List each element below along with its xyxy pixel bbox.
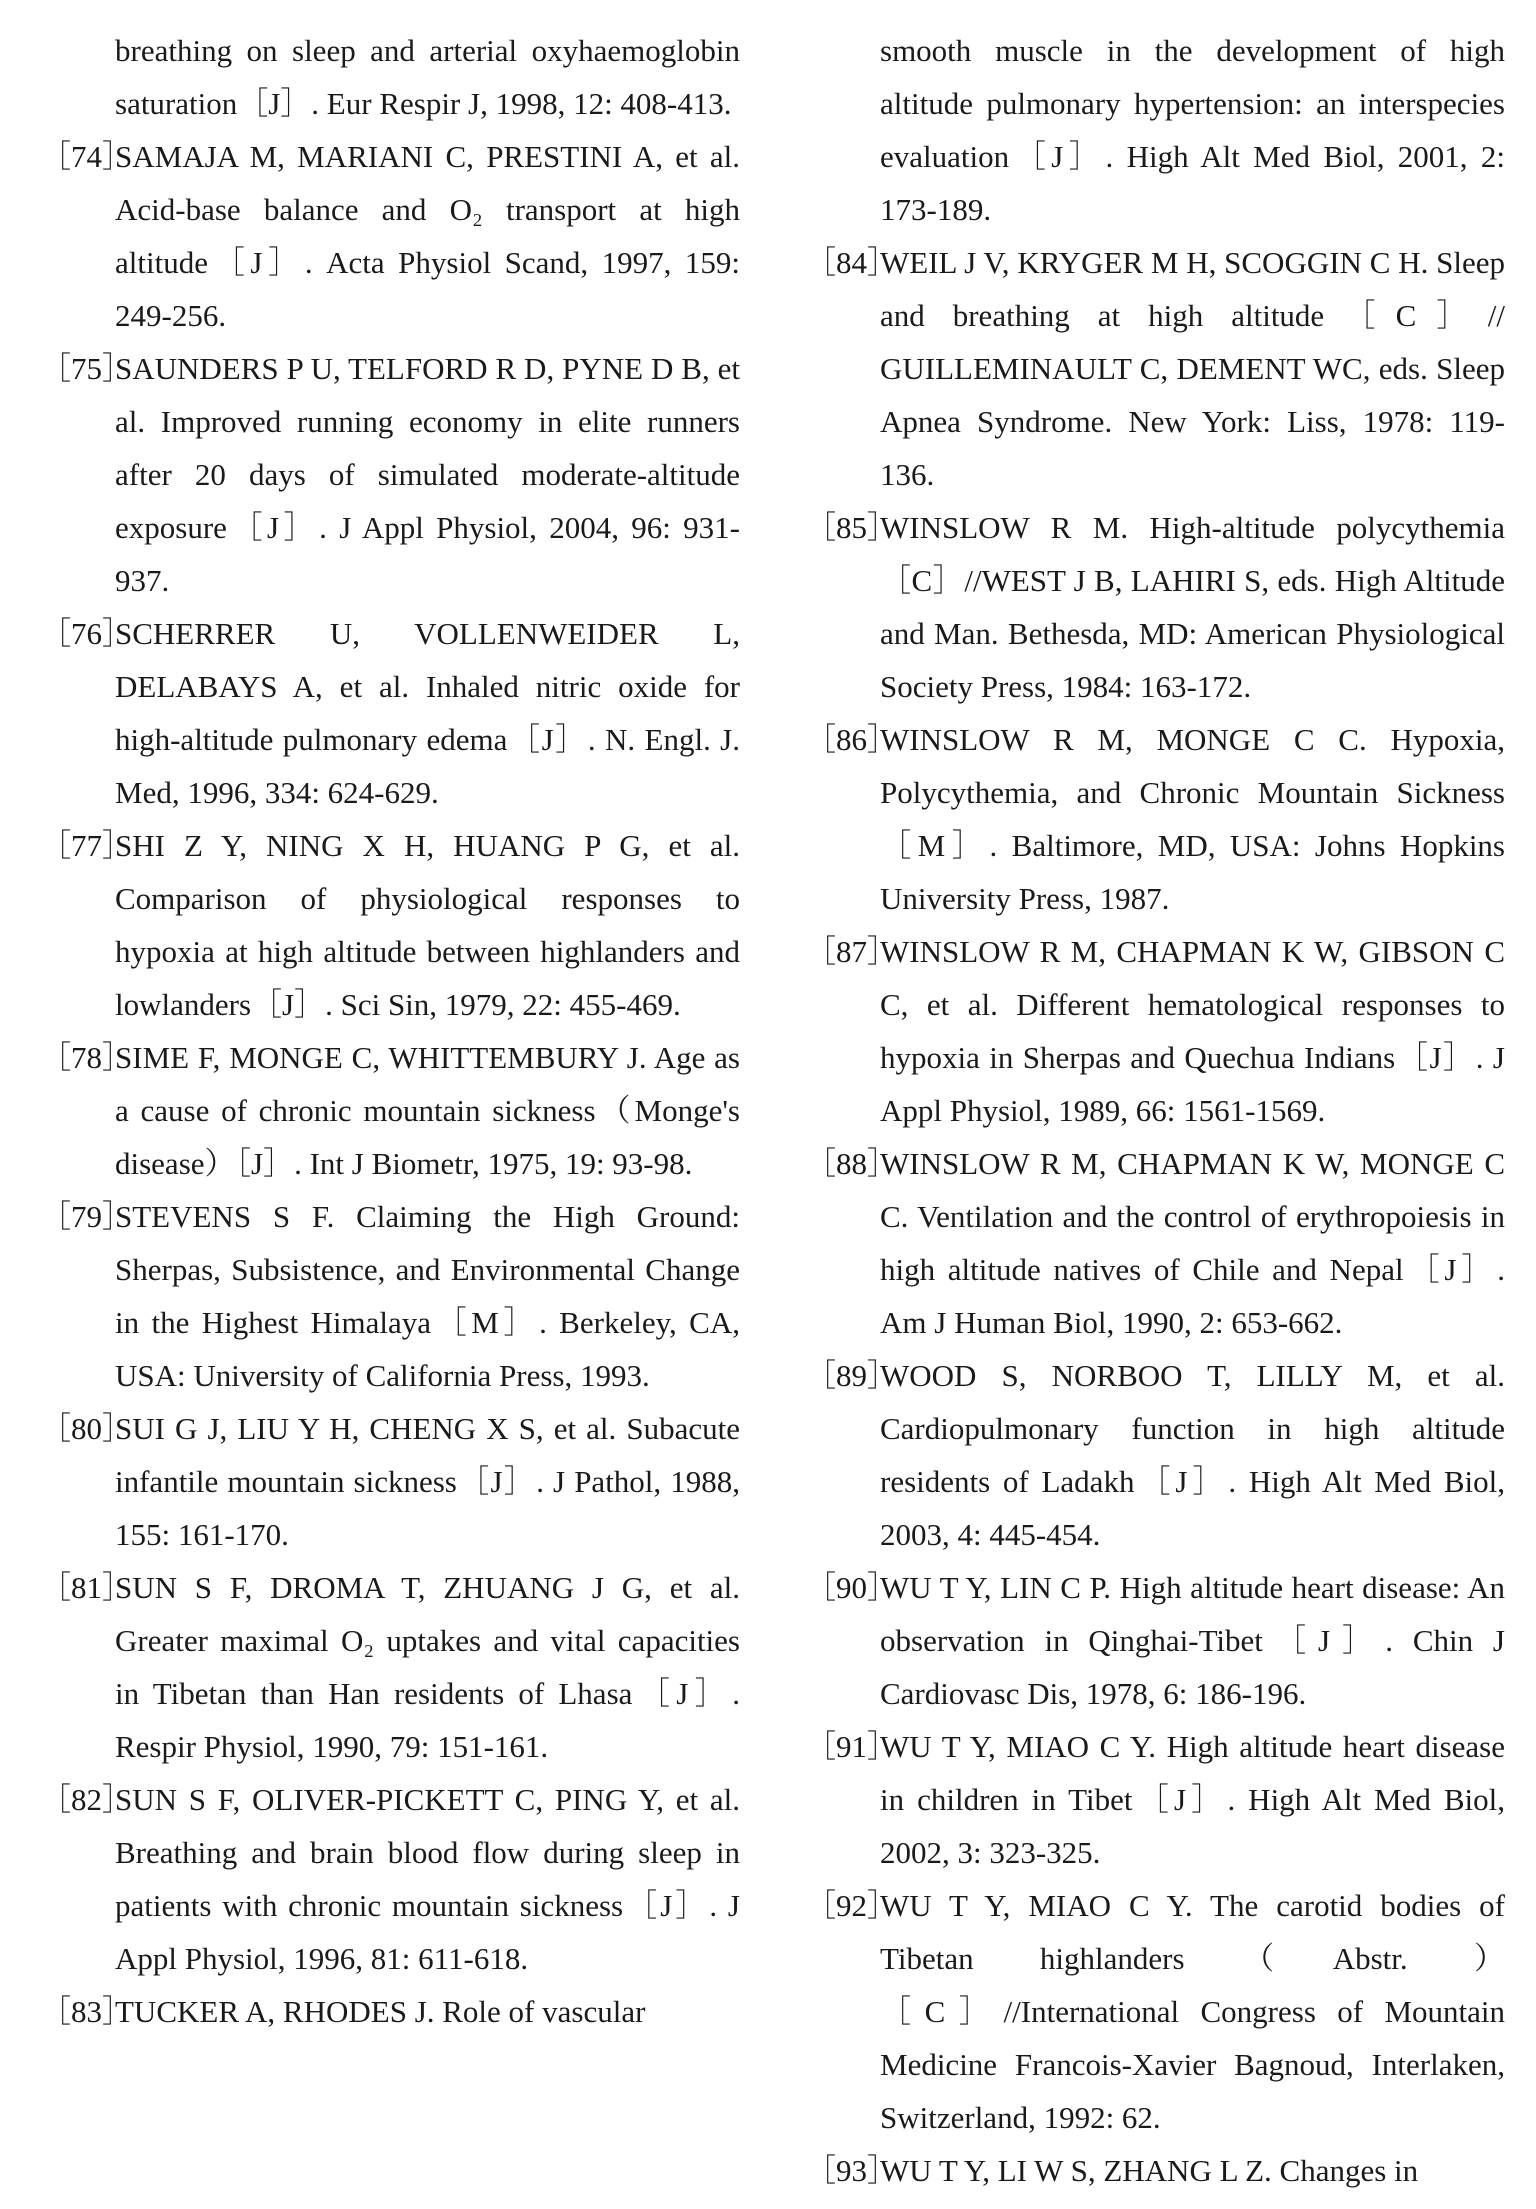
reference-text: TUCKER A, RHODES J. Role of vascular [115, 1994, 646, 2029]
reference-continued [805, 24, 1505, 236]
reference-text: WU T Y, LIN C P. High altitude heart disease: An observation in Qinghai-Tibet［J］. Chin J Cardiovasc Dis, 1978, 6: 186-196. [880, 1570, 1505, 1711]
reference-88 [805, 1137, 1505, 1349]
reference-number: ［78］ [40, 1040, 133, 1075]
reference-text: STEVENS S F. Claiming the High Ground: Sherpas, Subsistence, and Environmental Change in the Highest Himalaya［M］. Berkeley, CA, USA: University of California Press, 1993. [115, 1199, 740, 1393]
reference-number: ［92］ [805, 1888, 898, 1923]
reference-text: WU T Y, MIAO C Y. High altitude heart disease in children in Tibet［J］. High Alt Med Biol, 2002, 3: 323-325. [880, 1729, 1505, 1870]
reference-text: WEIL J V, KRYGER M H, SCOGGIN C H. Sleep and breathing at high altitude［C］// GUILLEMINAULT C, DEMENT WC, eds. Sleep Apnea Syndrome. New York: Liss, 1978: 119-136. [880, 245, 1505, 492]
reference-number: ［91］ [805, 1729, 898, 1764]
reference-78 [40, 1031, 740, 1190]
reference-90 [805, 1561, 1505, 1720]
reference-text: WINSLOW R M. High-altitude polycythemia［C］//WEST J B, LAHIRI S, eds. High Altitude and Man. Bethesda, MD: American Physiological Society Press, 1984: 163-172. [880, 510, 1505, 704]
reference-text: SAMAJA M, MARIANI C, PRESTINI A, et al. Acid-base balance and O₂ transport at high altitude［J］. Acta Physiol Scand, 1997, 159: 249-256. [115, 139, 740, 333]
reference-text: SUI G J, LIU Y H, CHENG X S, et al. Subacute infantile mountain sickness［J］. J Pathol, 1988, 155: 161-170. [115, 1411, 740, 1552]
reference-number: ［84］ [805, 245, 898, 280]
reference-text: SAUNDERS P U, TELFORD R D, PYNE D B, et al. Improved running economy in elite runners after 20 days of simulated moderate-altitude exposure［J］. J Appl Physiol, 2004, 96: 931-937. [115, 351, 740, 598]
reference-text: WOOD S, NORBOO T, LILLY M, et al. Cardiopulmonary function in high altitude residents of Ladakh［J］. High Alt Med Biol, 2003, 4: 445-454. [880, 1358, 1505, 1552]
reference-92 [805, 1879, 1505, 2144]
reference-91 [805, 1720, 1505, 1879]
right-column [805, 24, 1505, 2197]
reference-86 [805, 713, 1505, 925]
reference-75 [40, 342, 740, 607]
reference-number: ［79］ [40, 1199, 133, 1234]
reference-number: ［93］ [805, 2153, 898, 2188]
reference-number: ［82］ [40, 1782, 133, 1817]
reference-number: ［83］ [40, 1994, 133, 2029]
reference-82 [40, 1773, 740, 1985]
reference-76 [40, 607, 740, 819]
reference-77 [40, 819, 740, 1031]
reference-80 [40, 1402, 740, 1561]
reference-text: breathing on sleep and arterial oxyhaemoglobin saturation［J］. Eur Respir J, 1998, 12: 408-413. [115, 33, 740, 121]
reference-number: ［87］ [805, 934, 898, 969]
reference-text: SUN S F, DROMA T, ZHUANG J G, et al. Greater maximal O₂ uptakes and vital capacities in Tibetan than Han residents of Lhasa［J］. Respir Physiol, 1990, 79: 151-161. [115, 1570, 740, 1764]
reference-text: WU T Y, MIAO C Y. The carotid bodies of Tibetan highlanders（Abstr. ）［C］//International Congress of Mountain Medicine Francois-Xavier Bagnoud, Interlaken, Switzerland, 1992: 62. [880, 1888, 1505, 2135]
reference-81 [40, 1561, 740, 1773]
reference-number: ［74］ [40, 139, 133, 174]
reference-text: smooth muscle in the development of high altitude pulmonary hypertension: an interspecies evaluation［J］. High Alt Med Biol, 2001, 2: 173-189. [880, 33, 1505, 227]
reference-74 [40, 130, 740, 342]
reference-number: ［81］ [40, 1570, 133, 1605]
reference-number: ［77］ [40, 828, 133, 863]
reference-continued [40, 24, 740, 130]
left-column [40, 24, 740, 2038]
reference-number: ［89］ [805, 1358, 898, 1393]
reference-number: ［75］ [40, 351, 133, 386]
reference-number: ［80］ [40, 1411, 133, 1446]
reference-85 [805, 501, 1505, 713]
reference-number: ［86］ [805, 722, 898, 757]
reference-number: ［88］ [805, 1146, 898, 1181]
reference-text: WINSLOW R M, MONGE C C. Hypoxia, Polycythemia, and Chronic Mountain Sickness［M］. Baltimore, MD, USA: Johns Hopkins University Press, 1987. [880, 722, 1505, 916]
reference-text: SUN S F, OLIVER-PICKETT C, PING Y, et al. Breathing and brain blood flow during sleep in patients with chronic mountain sickness［J］. J Appl Physiol, 1996, 81: 611-618. [115, 1782, 740, 1976]
reference-number: ［76］ [40, 616, 133, 651]
reference-text: WINSLOW R M, CHAPMAN K W, GIBSON C C, et al. Different hematological responses to hypoxia in Sherpas and Quechua Indians［J］. J Appl Physiol, 1989, 66: 1561-1569. [880, 934, 1505, 1128]
reference-number: ［85］ [805, 510, 898, 545]
reference-89 [805, 1349, 1505, 1561]
reference-93 [805, 2144, 1505, 2197]
reference-text: SHI Z Y, NING X H, HUANG P G, et al. Comparison of physiological responses to hypoxia at high altitude between highlanders and lowlanders［J］. Sci Sin, 1979, 22: 455-469. [115, 828, 740, 1022]
reference-text: SCHERRER U, VOLLENWEIDER L, DELABAYS A, et al. Inhaled nitric oxide for high-altitude pulmonary edema［J］. N. Engl. J. Med, 1996, 334: 624-629. [115, 616, 740, 810]
reference-84 [805, 236, 1505, 501]
reference-text: WINSLOW R M, CHAPMAN K W, MONGE C C. Ventilation and the control of erythropoiesis in high altitude natives of Chile and Nepal［J］. Am J Human Biol, 1990, 2: 653-662. [880, 1146, 1505, 1340]
reference-79 [40, 1190, 740, 1402]
reference-87 [805, 925, 1505, 1137]
reference-83 [40, 1985, 740, 2038]
reference-number: ［90］ [805, 1570, 898, 1605]
reference-text: SIME F, MONGE C, WHITTEMBURY J. Age as a cause of chronic mountain sickness（Monge's disease）［J］. Int J Biometr, 1975, 19: 93-98. [115, 1040, 740, 1181]
reference-text: WU T Y, LI W S, ZHANG L Z. Changes in [880, 2153, 1419, 2188]
